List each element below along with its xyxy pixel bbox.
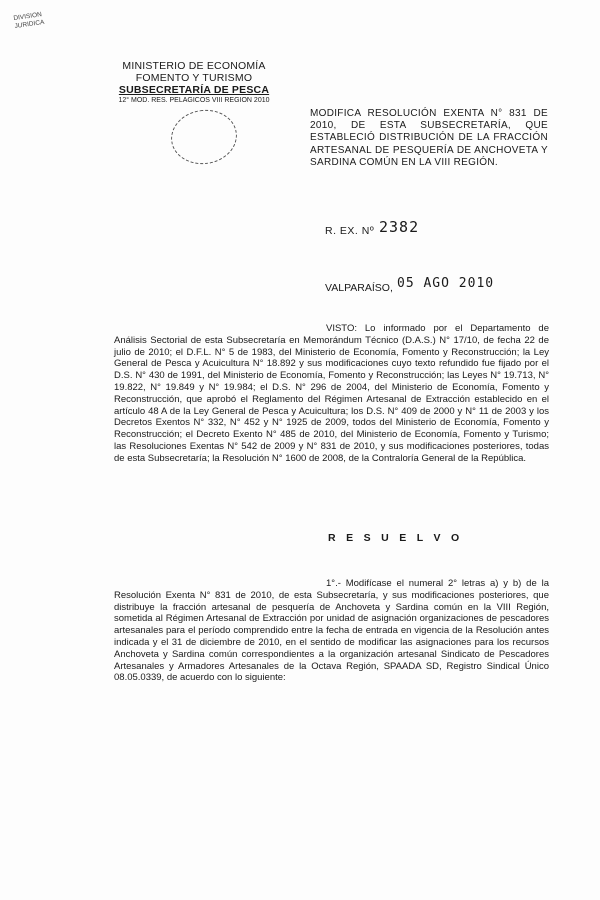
article-1-paragraph: 1°.- Modifícase el numeral 2° letras a) y b) de la Resolución Exenta N° 831 de 2010, de esta Subsecretaría, y sus modificaciones posteriores, que distribuye la fracción artesanal de pesquería de Anchoveta y Sardina común en la VIII Región, sometida al Régimen Artesanal de Extracción por unidad de asignación organizaciones de pescadores artesanales para el período comprendido entre la fecha de entrada en vigencia de la Resolución antes indicada y el 31 de diciembre de 2010, en el sentido de modificar las asignaciones para los recursos Anchoveta y Sardina común correspondientes a la organización artesanal Sindicato de Pescadores Artesanales y Armadores Artesanales de la Octava Región, SPAADA SD, Registro Sindical Único 08.05.0339, de acuerdo con lo siguiente: [114,578,549,684]
subject-summary: MODIFICA RESOLUCIÓN EXENTA N° 831 DE 2010, DE ESTA SUBSECRETARÍA, QUE ESTABLECIÓ DISTRIBUCIÓN DE LA FRACCIÓN ARTESANAL DE PESQUERÍA DE ANCHOVETA Y SARDINA COMÚN EN LA VIII REGIÓN. [310,108,548,168]
document-reference: 12° MOD. RES. PELAGICOS VIII REGION 2010 [118,97,270,104]
ministry-name: MINISTERIO DE ECONOMÍA [122,60,266,72]
division-stamp [168,106,241,169]
date-stamp: 05 AGO 2010 [397,276,495,291]
stamp-line-1: DIVISION [13,11,43,23]
visto-paragraph: VISTO: Lo informado por el Departamento de Análisis Sectorial de esta Subsecretaría en Memorándum Técnico (D.A.S.) N° 17/10, de fecha 22 de julio de 2010; el D.F.L. N° 5 de 1983, del Ministerio de Economía, Fomento y Reconstrucción; la Ley General de Pesca y Acuicultura N° 18.892 y sus modificaciones cuyo texto refundido fue fijado por el D.S. N° 430 de 1991, del Ministerio de Economía, Fomento y Reconstrucción; las Leyes N° 19.713, N° 19.822, N° 19.849 y N° 19.984; el D.S. N° 296 de 2004, del Ministerio de Economía, Fomento y Reconstrucción, que aprobó el Reglamento del Régimen Artesanal de Extracción establecido en el artículo 48 A de la Ley General de Pesca y Acuicultura; los D.S. N° 409 de 2000 y N° 11 de 2003 y los Decretos Exentos N° 332, N° 452 y N° 1925 de 2009, todos del Ministerio de Economía, Fomento y Reconstrucción; el Decreto Exento N° 485 de 2010, del Ministerio de Economía, Fomento y Turismo; las Resoluciones Exentas N° 542 de 2009 y N° 831 de 2010, y sus modificaciones posteriores, todas de esta Subsecretaría; la Resolución N° 1600 de 2008, de la Contraloría General de la República. [114,323,549,464]
resolution-label: R. EX. Nº [325,225,375,237]
subsecretaria-name: SUBSECRETARÍA DE PESCA [118,84,270,96]
letterhead [104,60,284,105]
place: VALPARAÍSO, [325,282,393,294]
stamp-text [13,11,45,31]
resolution-number: 2382 [379,218,420,236]
stamp-line-2: JURIDICA [14,18,45,31]
resuelvo-heading: R E S U E L V O [328,532,463,544]
ministry-subtitle: FOMENTO Y TURISMO [135,72,253,84]
